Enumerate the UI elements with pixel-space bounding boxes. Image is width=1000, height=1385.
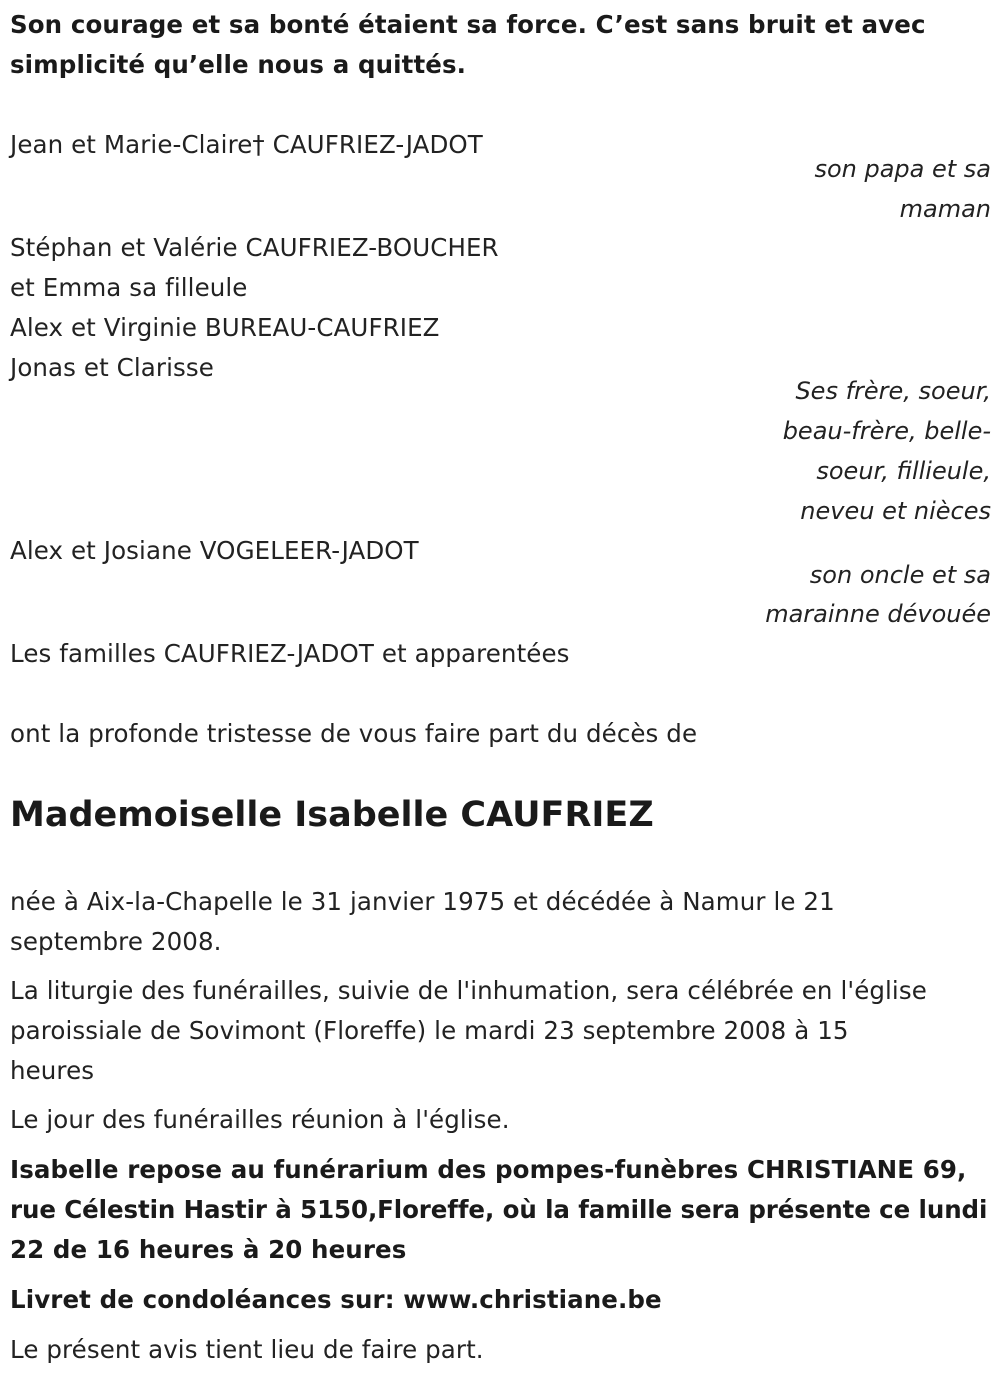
sibling-1-name: Stéphan et Valérie CAUFRIEZ-BOUCHER	[10, 233, 499, 262]
meeting-line: Le jour des funérailles réunion à l'église.	[10, 1105, 510, 1134]
intro-quote-line-1: Son courage et sa bonté étaient sa force. C’est sans bruit et avec	[10, 10, 926, 39]
sibling-2-sub: Jonas et Clarisse	[10, 353, 214, 382]
parents-name: Jean et Marie-Claire† CAUFRIEZ-JADOT	[10, 130, 483, 159]
condolences-line: Livret de condoléances sur: www.christiane.be	[10, 1285, 662, 1314]
funerarium-line-3: 22 de 16 heures à 20 heures	[10, 1235, 407, 1264]
intro-quote-line-2: simplicité qu’elle nous a quittés.	[10, 50, 467, 79]
sibling-1-sub: et Emma sa filleule	[10, 273, 248, 302]
funerarium-line-2: rue Célestin Hastir à 5150,Floreffe, où la famille sera présente ce lundi	[10, 1195, 988, 1224]
uncle-name: Alex et Josiane VOGELEER-JADOT	[10, 536, 419, 565]
siblings-role-line-1: Ses frère, soeur,	[795, 377, 991, 405]
liturgy-line-1: La liturgie des funérailles, suivie de l'inhumation, sera célébrée en l'église	[10, 976, 927, 1005]
uncle-role-line-2: marainne dévouée	[765, 600, 991, 628]
parents-role-line-2: maman	[899, 195, 991, 223]
announcement-line: ont la profonde tristesse de vous faire part du décès de	[10, 719, 698, 748]
notice-line: Le présent avis tient lieu de faire part.	[10, 1335, 484, 1364]
siblings-role-line-2: beau-frère, belle-	[782, 417, 991, 445]
liturgy-line-3: heures	[10, 1056, 95, 1085]
siblings-role-line-3: soeur, fillieule,	[816, 457, 991, 485]
sibling-2-name: Alex et Virginie BUREAU-CAUFRIEZ	[10, 313, 440, 342]
families-line: Les familles CAUFRIEZ-JADOT et apparentées	[10, 639, 570, 668]
funerarium-line-1: Isabelle repose au funérarium des pompes-funèbres CHRISTIANE 69,	[10, 1155, 967, 1184]
birth-death-line-1: née à Aix-la-Chapelle le 31 janvier 1975 et décédée à Namur le 21	[10, 887, 835, 916]
uncle-role-line-1: son oncle et sa	[809, 561, 991, 589]
parents-role-line-1: son papa et sa	[814, 155, 991, 183]
birth-death-line-2: septembre 2008.	[10, 927, 222, 956]
siblings-role-line-4: neveu et nièces	[800, 497, 991, 525]
deceased-name: Mademoiselle Isabelle CAUFRIEZ	[10, 795, 654, 835]
liturgy-line-2: paroissiale de Sovimont (Floreffe) le mardi 23 septembre 2008 à 15	[10, 1016, 849, 1045]
